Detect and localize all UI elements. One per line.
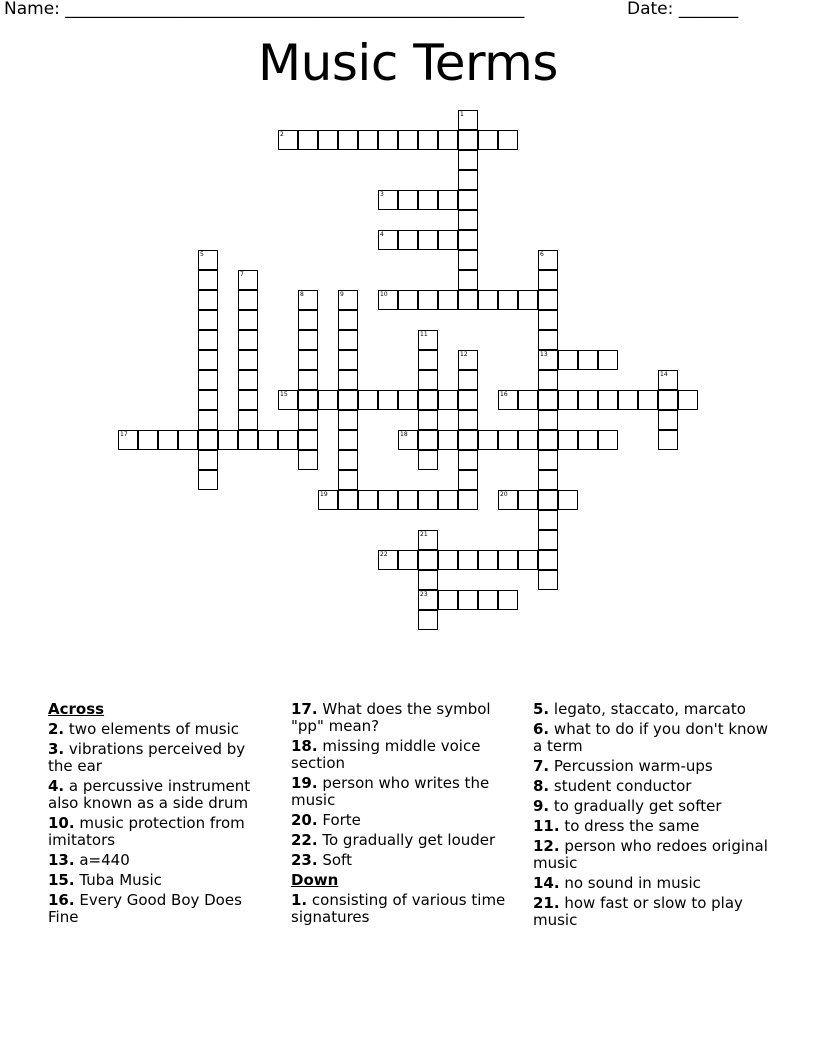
grid-cell[interactable] bbox=[458, 250, 478, 270]
grid-cell[interactable] bbox=[238, 390, 258, 410]
grid-cell[interactable] bbox=[338, 470, 358, 490]
grid-cell[interactable] bbox=[538, 430, 558, 450]
clue-number: 5. bbox=[533, 700, 550, 718]
grid-cell[interactable] bbox=[458, 410, 478, 430]
grid-cell[interactable] bbox=[398, 550, 418, 570]
clue-number: 23. bbox=[291, 851, 318, 869]
clue-text: what to do if you don't know a term bbox=[533, 720, 768, 755]
grid-cell[interactable] bbox=[498, 290, 518, 310]
grid-cell[interactable] bbox=[418, 490, 438, 510]
grid-cell[interactable] bbox=[238, 370, 258, 390]
grid-cell[interactable] bbox=[458, 590, 478, 610]
grid-cell[interactable] bbox=[558, 490, 578, 510]
grid-cell[interactable] bbox=[238, 430, 258, 450]
grid-cell[interactable] bbox=[558, 390, 578, 410]
grid-cell[interactable] bbox=[338, 350, 358, 370]
grid-cell[interactable] bbox=[258, 430, 278, 450]
grid-cell[interactable] bbox=[418, 610, 438, 630]
grid-cell[interactable] bbox=[298, 290, 318, 310]
grid-cell[interactable] bbox=[198, 450, 218, 470]
clue-text: Soft bbox=[322, 851, 352, 869]
grid-cell[interactable] bbox=[538, 490, 558, 510]
grid-cell[interactable] bbox=[538, 530, 558, 550]
cell-number: 16 bbox=[500, 391, 508, 398]
grid-cell[interactable] bbox=[538, 350, 558, 370]
across-clue bbox=[291, 775, 516, 809]
grid-cell[interactable] bbox=[538, 470, 558, 490]
clue-number: 18. bbox=[291, 737, 318, 755]
grid-cell[interactable] bbox=[538, 310, 558, 330]
grid-cell[interactable] bbox=[338, 370, 358, 390]
grid-cell[interactable] bbox=[658, 370, 678, 390]
grid-cell[interactable] bbox=[378, 550, 398, 570]
grid-cell[interactable] bbox=[438, 490, 458, 510]
across-clue bbox=[291, 832, 516, 849]
down-clue bbox=[533, 895, 768, 929]
across-clue bbox=[48, 741, 273, 775]
grid-cell[interactable] bbox=[198, 430, 218, 450]
grid-cell[interactable] bbox=[358, 130, 378, 150]
clue-number: 11. bbox=[533, 817, 560, 835]
clue-number: 4. bbox=[48, 777, 65, 795]
grid-cell[interactable] bbox=[678, 390, 698, 410]
grid-cell[interactable] bbox=[338, 410, 358, 430]
clue-number: 6. bbox=[533, 720, 550, 738]
grid-cell[interactable] bbox=[338, 450, 358, 470]
grid-cell[interactable] bbox=[318, 130, 338, 150]
clue-text: To gradually get louder bbox=[322, 831, 496, 849]
clue-number: 1. bbox=[291, 891, 308, 909]
grid-cell[interactable] bbox=[338, 430, 358, 450]
cell-number: 3 bbox=[380, 191, 384, 198]
grid-cell[interactable] bbox=[538, 570, 558, 590]
cell-number: 22 bbox=[380, 551, 388, 558]
grid-cell[interactable] bbox=[538, 410, 558, 430]
grid-cell[interactable] bbox=[478, 130, 498, 150]
grid-cell[interactable] bbox=[598, 390, 618, 410]
grid-cell[interactable] bbox=[618, 390, 638, 410]
date-field[interactable]: Date: _______ bbox=[627, 0, 739, 19]
grid-cell[interactable] bbox=[538, 270, 558, 290]
grid-cell[interactable] bbox=[298, 430, 318, 450]
clue-column-2 bbox=[291, 701, 516, 929]
grid-cell[interactable] bbox=[378, 490, 398, 510]
grid-cell[interactable] bbox=[478, 290, 498, 310]
grid-cell[interactable] bbox=[458, 430, 478, 450]
grid-cell[interactable] bbox=[418, 350, 438, 370]
clue-number: 7. bbox=[533, 757, 550, 775]
clue-text: person who writes the music bbox=[291, 774, 490, 809]
grid-cell[interactable] bbox=[418, 290, 438, 310]
across-clue bbox=[48, 892, 273, 926]
grid-cell[interactable] bbox=[458, 150, 478, 170]
grid-cell[interactable] bbox=[338, 390, 358, 410]
grid-cell[interactable] bbox=[518, 430, 538, 450]
grid-cell[interactable] bbox=[178, 430, 198, 450]
grid-cell[interactable] bbox=[438, 390, 458, 410]
grid-cell[interactable] bbox=[458, 370, 478, 390]
across-clue bbox=[291, 852, 516, 869]
grid-cell[interactable] bbox=[418, 550, 438, 570]
grid-cell[interactable] bbox=[458, 270, 478, 290]
clue-number: 20. bbox=[291, 811, 318, 829]
grid-cell[interactable] bbox=[478, 430, 498, 450]
clue-number: 9. bbox=[533, 797, 550, 815]
grid-cell[interactable] bbox=[458, 230, 478, 250]
across-clue bbox=[291, 738, 516, 772]
grid-cell[interactable] bbox=[458, 490, 478, 510]
down-clue bbox=[291, 892, 516, 926]
clue-text: Forte bbox=[322, 811, 361, 829]
name-field[interactable]: Name: ______________________________________________________ bbox=[4, 0, 525, 19]
grid-cell[interactable] bbox=[558, 430, 578, 450]
clue-text: a percussive instrument also known as a side drum bbox=[48, 777, 251, 812]
grid-cell[interactable] bbox=[198, 370, 218, 390]
grid-cell[interactable] bbox=[418, 230, 438, 250]
cell-number: 11 bbox=[420, 331, 428, 338]
grid-cell[interactable] bbox=[358, 390, 378, 410]
clue-text: Tuba Music bbox=[79, 871, 162, 889]
cell-number: 4 bbox=[380, 231, 384, 238]
grid-cell[interactable] bbox=[198, 390, 218, 410]
cell-number: 14 bbox=[660, 371, 668, 378]
grid-cell[interactable] bbox=[198, 470, 218, 490]
down-clue bbox=[533, 721, 768, 755]
grid-cell[interactable] bbox=[158, 430, 178, 450]
clue-text: how fast or slow to play music bbox=[533, 894, 743, 929]
grid-cell[interactable] bbox=[418, 430, 438, 450]
down-clue bbox=[533, 758, 768, 775]
grid-cell[interactable] bbox=[458, 550, 478, 570]
clue-text: to dress the same bbox=[564, 817, 700, 835]
grid-cell[interactable] bbox=[438, 230, 458, 250]
grid-cell[interactable] bbox=[398, 130, 418, 150]
grid-cell[interactable] bbox=[238, 270, 258, 290]
grid-cell[interactable] bbox=[538, 390, 558, 410]
grid-cell[interactable] bbox=[418, 190, 438, 210]
grid-cell[interactable] bbox=[378, 230, 398, 250]
grid-cell[interactable] bbox=[538, 370, 558, 390]
page-title: Music Terms bbox=[258, 34, 558, 92]
grid-cell[interactable] bbox=[498, 430, 518, 450]
clue-text: consisting of various time signatures bbox=[291, 891, 506, 926]
grid-cell[interactable] bbox=[578, 350, 598, 370]
cell-number: 8 bbox=[300, 291, 304, 298]
grid-cell[interactable] bbox=[198, 250, 218, 270]
across-clue bbox=[48, 872, 273, 889]
clue-number: 8. bbox=[533, 777, 550, 795]
grid-cell[interactable] bbox=[458, 210, 478, 230]
cell-number: 15 bbox=[280, 391, 288, 398]
cell-number: 23 bbox=[420, 591, 428, 598]
grid-cell[interactable] bbox=[398, 290, 418, 310]
grid-cell[interactable] bbox=[138, 430, 158, 450]
grid-cell[interactable] bbox=[398, 430, 418, 450]
clue-text: student conductor bbox=[553, 777, 692, 795]
grid-cell[interactable] bbox=[538, 450, 558, 470]
grid-cell[interactable] bbox=[498, 550, 518, 570]
grid-cell[interactable] bbox=[378, 390, 398, 410]
grid-cell[interactable] bbox=[478, 550, 498, 570]
across-heading: Across bbox=[48, 700, 105, 718]
grid-cell[interactable] bbox=[438, 590, 458, 610]
grid-cell[interactable] bbox=[278, 390, 298, 410]
clue-text: Percussion warm-ups bbox=[553, 757, 713, 775]
clue-text: person who redoes original music bbox=[533, 837, 768, 872]
grid-cell[interactable] bbox=[538, 290, 558, 310]
grid-cell[interactable] bbox=[198, 330, 218, 350]
grid-cell[interactable] bbox=[398, 490, 418, 510]
grid-cell[interactable] bbox=[198, 290, 218, 310]
grid-cell[interactable] bbox=[418, 370, 438, 390]
grid-cell[interactable] bbox=[318, 490, 338, 510]
grid-cell[interactable] bbox=[278, 130, 298, 150]
cell-number: 7 bbox=[240, 271, 244, 278]
grid-cell[interactable] bbox=[458, 450, 478, 470]
cell-number: 1 bbox=[460, 111, 464, 118]
grid-cell[interactable] bbox=[418, 590, 438, 610]
grid-cell[interactable] bbox=[438, 130, 458, 150]
clue-text: to gradually get softer bbox=[553, 797, 722, 815]
grid-cell[interactable] bbox=[378, 130, 398, 150]
grid-cell[interactable] bbox=[298, 370, 318, 390]
cell-number: 10 bbox=[380, 291, 388, 298]
grid-cell[interactable] bbox=[558, 350, 578, 370]
grid-cell[interactable] bbox=[638, 390, 658, 410]
grid-cell[interactable] bbox=[598, 430, 618, 450]
grid-cell[interactable] bbox=[398, 230, 418, 250]
clue-text: no sound in music bbox=[564, 874, 701, 892]
grid-cell[interactable] bbox=[338, 490, 358, 510]
down-clue bbox=[533, 838, 768, 872]
grid-cell[interactable] bbox=[398, 190, 418, 210]
down-clue bbox=[533, 875, 768, 892]
grid-cell[interactable] bbox=[538, 250, 558, 270]
cell-number: 17 bbox=[120, 431, 128, 438]
grid-cell[interactable] bbox=[498, 390, 518, 410]
grid-cell[interactable] bbox=[498, 130, 518, 150]
across-clue bbox=[291, 701, 516, 735]
clue-number: 3. bbox=[48, 740, 65, 758]
grid-cell[interactable] bbox=[518, 490, 538, 510]
grid-cell[interactable] bbox=[658, 390, 678, 410]
cell-number: 13 bbox=[540, 351, 548, 358]
grid-cell[interactable] bbox=[238, 310, 258, 330]
grid-cell[interactable] bbox=[658, 430, 678, 450]
cell-number: 5 bbox=[200, 251, 204, 258]
clue-number: 10. bbox=[48, 814, 75, 832]
cell-number: 20 bbox=[500, 491, 508, 498]
grid-cell[interactable] bbox=[298, 310, 318, 330]
clue-number: 13. bbox=[48, 851, 75, 869]
grid-cell[interactable] bbox=[438, 190, 458, 210]
grid-cell[interactable] bbox=[418, 570, 438, 590]
cell-number: 21 bbox=[420, 531, 428, 538]
clue-number: 14. bbox=[533, 874, 560, 892]
grid-cell[interactable] bbox=[458, 350, 478, 370]
grid-cell[interactable] bbox=[418, 530, 438, 550]
clue-number: 21. bbox=[533, 894, 560, 912]
down-clue bbox=[533, 818, 768, 835]
grid-cell[interactable] bbox=[298, 330, 318, 350]
grid-cell[interactable] bbox=[198, 310, 218, 330]
grid-cell[interactable] bbox=[198, 350, 218, 370]
grid-cell[interactable] bbox=[458, 470, 478, 490]
grid-cell[interactable] bbox=[458, 170, 478, 190]
down-clue bbox=[533, 798, 768, 815]
grid-cell[interactable] bbox=[298, 390, 318, 410]
cell-number: 18 bbox=[400, 431, 408, 438]
grid-cell[interactable] bbox=[458, 190, 478, 210]
clue-number: 2. bbox=[48, 720, 65, 738]
clue-text: music protection from imitators bbox=[48, 814, 245, 849]
grid-cell[interactable] bbox=[518, 290, 538, 310]
grid-cell[interactable] bbox=[418, 330, 438, 350]
grid-cell[interactable] bbox=[458, 110, 478, 130]
down-heading: Down bbox=[291, 871, 339, 889]
grid-cell[interactable] bbox=[438, 430, 458, 450]
grid-cell[interactable] bbox=[478, 590, 498, 610]
grid-cell[interactable] bbox=[418, 410, 438, 430]
grid-cell[interactable] bbox=[198, 270, 218, 290]
grid-cell[interactable] bbox=[498, 590, 518, 610]
grid-cell[interactable] bbox=[378, 290, 398, 310]
clue-number: 15. bbox=[48, 871, 75, 889]
across-clue bbox=[48, 815, 273, 849]
grid-cell[interactable] bbox=[298, 350, 318, 370]
cell-number: 12 bbox=[460, 351, 468, 358]
grid-cell[interactable] bbox=[438, 290, 458, 310]
across-clue bbox=[48, 778, 273, 812]
grid-cell[interactable] bbox=[538, 330, 558, 350]
grid-cell[interactable] bbox=[338, 310, 358, 330]
cell-number: 2 bbox=[280, 131, 284, 138]
clue-number: 19. bbox=[291, 774, 318, 792]
grid-cell[interactable] bbox=[298, 410, 318, 430]
clue-number: 12. bbox=[533, 837, 560, 855]
grid-cell[interactable] bbox=[578, 430, 598, 450]
clue-text: missing middle voice section bbox=[291, 737, 481, 772]
clue-text: vibrations perceived by the ear bbox=[48, 740, 246, 775]
clue-text: a=440 bbox=[79, 851, 130, 869]
grid-cell[interactable] bbox=[118, 430, 138, 450]
grid-cell[interactable] bbox=[458, 290, 478, 310]
grid-cell[interactable] bbox=[498, 490, 518, 510]
grid-cell[interactable] bbox=[238, 350, 258, 370]
grid-cell[interactable] bbox=[338, 330, 358, 350]
grid-cell[interactable] bbox=[538, 550, 558, 570]
clue-text: What does the symbol "pp" mean? bbox=[291, 700, 491, 735]
grid-cell[interactable] bbox=[238, 410, 258, 430]
clue-text: legato, staccato, marcato bbox=[553, 700, 746, 718]
grid-cell[interactable] bbox=[298, 130, 318, 150]
grid-cell[interactable] bbox=[338, 130, 358, 150]
grid-cell[interactable] bbox=[578, 390, 598, 410]
cell-number: 19 bbox=[320, 491, 328, 498]
clue-number: 16. bbox=[48, 891, 75, 909]
grid-cell[interactable] bbox=[298, 450, 318, 470]
grid-cell[interactable] bbox=[418, 130, 438, 150]
down-clue bbox=[533, 701, 768, 718]
grid-cell[interactable] bbox=[458, 130, 478, 150]
grid-cell[interactable] bbox=[238, 330, 258, 350]
grid-cell[interactable] bbox=[438, 550, 458, 570]
clue-column-3 bbox=[533, 701, 768, 932]
grid-cell[interactable] bbox=[518, 550, 538, 570]
grid-cell[interactable] bbox=[538, 510, 558, 530]
grid-cell[interactable] bbox=[418, 390, 438, 410]
grid-cell[interactable] bbox=[238, 290, 258, 310]
across-clue bbox=[48, 852, 273, 869]
grid-cell[interactable] bbox=[658, 410, 678, 430]
grid-cell[interactable] bbox=[518, 390, 538, 410]
grid-cell[interactable] bbox=[398, 390, 418, 410]
clue-text: Every Good Boy Does Fine bbox=[48, 891, 242, 926]
down-clue bbox=[533, 778, 768, 795]
clue-text: two elements of music bbox=[68, 720, 240, 738]
grid-cell[interactable] bbox=[218, 430, 238, 450]
cell-number: 6 bbox=[540, 251, 544, 258]
grid-cell[interactable] bbox=[378, 190, 398, 210]
grid-cell[interactable] bbox=[418, 450, 438, 470]
across-clue bbox=[48, 721, 273, 738]
clue-number: 17. bbox=[291, 700, 318, 718]
cell-number: 9 bbox=[340, 291, 344, 298]
grid-cell[interactable] bbox=[318, 390, 338, 410]
across-clue bbox=[291, 812, 516, 829]
grid-cell[interactable] bbox=[278, 430, 298, 450]
grid-cell[interactable] bbox=[598, 350, 618, 370]
grid-cell[interactable] bbox=[198, 410, 218, 430]
grid-cell[interactable] bbox=[358, 490, 378, 510]
grid-cell[interactable] bbox=[458, 390, 478, 410]
grid-cell[interactable] bbox=[338, 290, 358, 310]
clue-number: 22. bbox=[291, 831, 318, 849]
clue-column-1 bbox=[48, 701, 273, 929]
